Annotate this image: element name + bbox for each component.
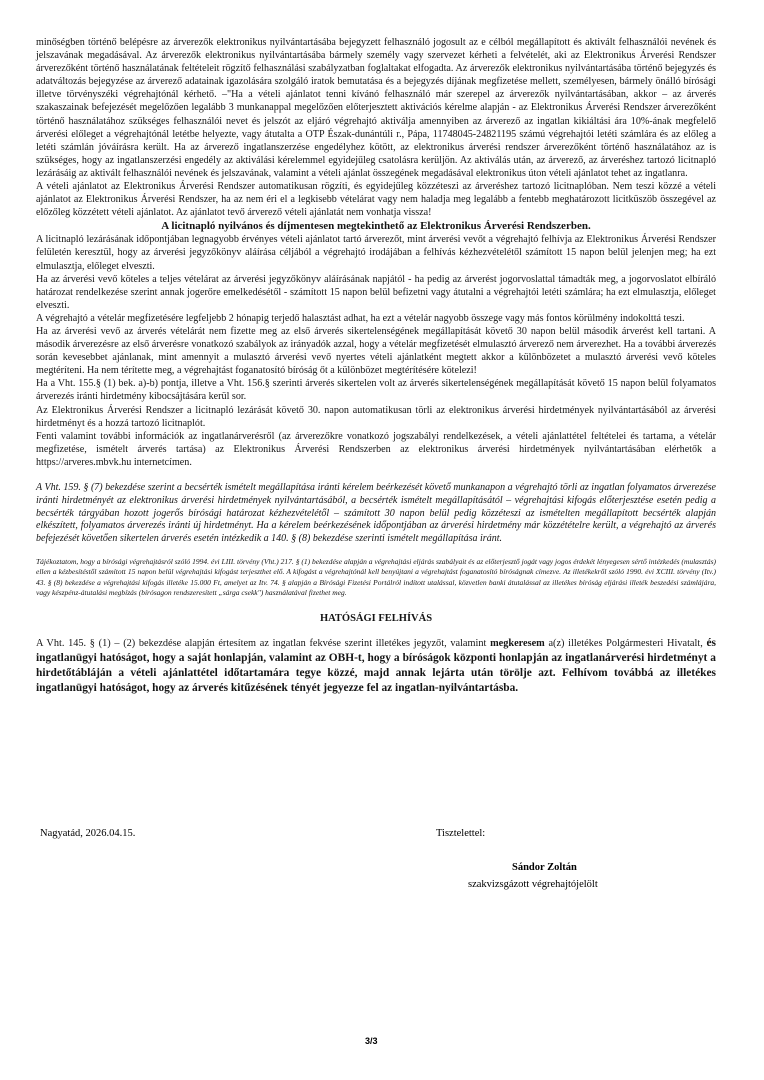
appeal-information: Tájékoztatom, hogy a bírósági végrehajtásról szóló 1994. évi LIII. törvény (Vht.) 217. § (1) bekezdése alapján a végrehajtási eljárás szabályait és az előterjesztő jogát vagy jogos érdekét lényegesen sértő intézkedés (mulasztás) ellen a kézbesítéstől számított 15 napon belül végrehajtási kifogást terjeszthet elő. A kifogást a végrehajtónál kell benyújtani a végrehajtást foganatosító bíróságnak címezve. Az illetékekről szóló 1990. évi XCIII. törvény (Itv.) 43. § (8) bekezdése a végrehajtási kifogás illetéke 15.000 Ft, amelyet az Itv. 74. § alapján a Bírósági Fizetési Portálról indított utalással, közvetlen banki átutalással az illetékes bíróság eljárási illeték beszedési számlájára, vagy készpénz-átutalási megbízás (bírósagon rendszeresített „sárga csekk") használatával fizethet meg. [36,556,716,597]
body-paragraph: Ha a Vht. 155.§ (1) bek. a)-b) pontja, illetve a Vht. 156.§ szerinti árverés sikertelen volt az árverés sikertelenségének megállapítását követő 15 napon belül folyamatos árverezés iránti hirdetmény kibocsájtására kerül sor. [36,378,716,403]
body-paragraph: Ha az árverési vevő köteles a teljes vételárat az árverési jegyzőkönyv aláírásának napjától - ha pedig az árverést jogorvoslattal támadták meg, a jogorvoslatot elbíráló határozat rendelkezése szerint annak jogerőre emelkedésétől - számított 15 napon belül befizetni vagy átutalni a végrehajtói letéti számlára; ha ezt elmulasztja, előleget elveszti. [36,273,716,311]
authority-notice-title: HATÓSÁGI FELHÍVÁS [319,613,433,625]
section-heading: A licitnapló nyilvános és díjmentesen megtekinthető az Elektronikus Árverési Rendszerben. [161,220,591,233]
notice-text-part: a(z) illetékes Polgármesteri Hivatalt, [544,637,707,649]
body-paragraph: A licitnapló lezárásának időpontjában legnagyobb érvényes vételi ajánlatot tartó árverezőt, mint árverési vevőt a végrehajtó felhívja az Elektronikus Árverési Rendszer felületén keresztül, hogy az árverési jegyzőkönyv aláírása céljából a végrehajtó irodájában a felhívás kézhezvételétől számított 15 napon belül jelenjen meg; ha ezt elmulasztja, előleget elveszti. [36,234,716,272]
notice-text-emphasis: megkeresem [490,637,545,649]
signer-name: Sándor Zoltán [512,862,577,873]
signer-title: szakvizsgázott végrehajtójelölt [468,879,598,890]
closing-greeting: Tisztelettel: [436,828,486,839]
body-paragraph: minőségben történő belépésre az árverezők elektronikus nyilvántartásába bejegyzett felhasználó jogosult az e célból megállapított és aktivált felhasználói nevének és jelszavának megadásával. Az árverezők elektronikus nyilvántartásába bármely személy vagy szervezet kérheti a felvételét, aki az Elektronikus Árverési Rendszer árverezőként történő használatának feltételeit rögzítő felhasználási szabályzatban foglaltakat elfogadta. Az árverezők elektronikus nyilvántartásába történő bejegyzés és adatváltozás bejegyzése az árverező adatainak igazolására szolgáló iratok bemutatása és a bejegyzés díjának megfizetése mellett, személyesen, bármely önálló bírósági illetve törvényszéki végrehajtónál kérhető. –"Ha a vételi ajánlatot tenni kívánó felhasználó már szerepel az árverezők nyilvántartásában, akkor – az árverés szakaszainak befejezését megelőzően legalább 3 munkanappal megelőzően előterjesztett aktivációs kérelme alapján - az Elektronikus Árverési Rendszer árverezőként történő használatához szükséges felhasználói nevet és jelszót az eljáró végrehajtó aktiválja amennyiben az árverező az ingatlan kikiáltási ára 10%-ának megfelelő árverési előleget a végrehajtónál letétbe helyezte, vagy átutalta a OTP Észak-dunántúli r., Pápa, 11748045-24821195 számú végrehajtói letéti számlára és az előleg a letéti számlán jóváírásra került. Ha az árverező ingatlanszerzése engedélyhez kötött, az elektronikus árverési rendszer árverezőként történő használatához az is szükséges, hogy az ingatlanszerzési engedély az aktiválási kérelemmel egyidejűleg csatolásra kerüljön. Az aktiválás után, az árverező, az árveréshez tartozó licitnapló lezárásáig az aktivált felhasználói nevének és jelszavának, valamint a vételi ajánlat összegének megadásával elektronikus úton vételi ajánlatot tehet az ingatlanra. [36,37,716,179]
body-paragraph: Az Elektronikus Árverési Rendszer a licitnapló lezárását követő 30. napon automatikusan törli az elektronikus árverési hirdetmények nyilvántartásából az árverési hirdetményt és a hozzá tartozó licitnaplót. [36,404,716,429]
body-paragraph: Ha az árverési vevő az árverés vételárát nem fizette meg az első árverés sikertelenségének megállapítását követő 30 napon belül második árverést kell tartani. A második árverezésre az első árverésre vonatkozó szabályok az irányadók azzal, hogy a vételár megfizetését elmulasztó árverező nem árverezhet. Ha a további árverezés során kevesebbet ajánlanak, mint amennyit a mulasztó árverési vevő nyertes vételi ajánlatként megtett akkor a különbözetet a mulasztó árverési vevő köteles megtéríteni. Ha nem térítette meg, a végrehajtást foganatosító bíróság őt a különbözet megtérítésére kötelezi! [36,325,716,377]
body-paragraph: Fenti valamint további információk az ingatlanárverésről (az árverezőkre vonatkozó jogszabályi rendelkezések, a vételi ajánlattétel feltételei és tartama, a vételár megfizetése, ismételt árverés tartása) az Elektronikus Árverési Rendszerben az elektronikus árverési hirdetmények nyilvántartásában elérhetők a https://arveres.mbvk.hu internetcímen. [36,430,716,468]
notice-text-emphasis: és ingatlanügyi hatóságot, hogy a saját honlapján, valamint az OBH-t, hogy a bíróságok központi honlapján az ingatlanárverési hirdetményt a hirdetőtábláján a vételi ajánlattétel időtartamára tegye közzé, majd annak lejárta után törölje azt. Felhívom továbbá az illetékes ingatlanügyi hatóságot, hogy az árverés kitűzésének tényét jegyezze fel az ingatlan-nyilvántartásba. [36,636,716,694]
body-paragraph: A végrehajtó a vételár megfizetésére legfeljebb 2 hónapig terjedő halasztást adhat, ha ezt a vételár nagyobb összege vagy más fontos körülmény indokolttá teszi. [36,312,685,324]
authority-notice-text [36,636,716,696]
place-date: Nagyatád, 2026.04.15. [40,828,136,839]
legal-notice-italic: A Vht. 159. § (7) bekezdése szerint a becsérték ismételt megállapítása iránti kérelem beérkezését követő munkanapon a végrehajtó törli az ingatlan folyamatos árverezése iránti hirdetményét az elektronikus árverési hirdetmények nyilvántartásából, a becsérték ismételt megállapításától – végrehajtási kifogás előterjesztése esetén pedig a becsérték tárgyában hozott jogerős bírósági határozat kézhezvételétől – számított 30 napon belül pedig közzéteszi az ismételten megállapított becsérték alapján elkészített, folyamatos árverezés iránti új hirdetményt. Ha a kérelem beérkezésének időpontjában az árverési hirdetmény már közzétételre került, a végrehajtó az árverés befejezését követően sikertelen árverés esetén intézkedik a 140. § (8) bekezdése szerinti ismételt megállapítása iránt. [36,482,716,545]
body-paragraph: A vételi ajánlatot az Elektronikus Árverési Rendszer automatikusan rögzíti, és egyidejűleg közzéteszi az árveréshez tartozó licitnaplóban. Nem teszi közzé a vételi ajánlatot az Elektronikus Árverési Rendszer, ha az nem éri el a legkisebb vételárat vagy nem haladja meg legalább a fentebb meghatározott licitküszöb összegével az előzőleg közzétett vételi ajánlatot. Az ajánlatot tevő árverező vételi ajánlatát nem vonhatja vissza! [36,181,716,219]
page-number: 3/3 [365,1036,378,1046]
notice-text-part: A Vht. 145. § (1) – (2) bekezdése alapján értesítem az ingatlan fekvése szerint illetékes jegyzőt, valamint [36,637,491,649]
